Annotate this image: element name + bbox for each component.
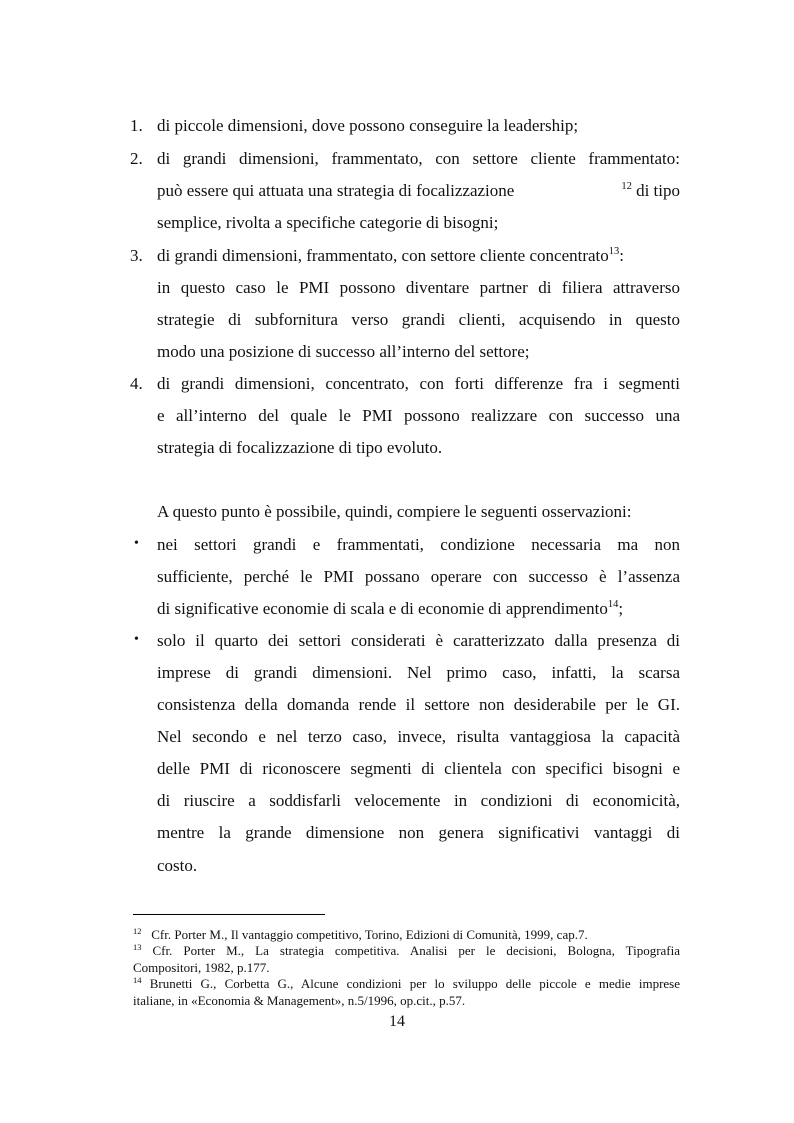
list-item-line: in questo caso le PMI possono diventare partner di filiera attraverso (157, 278, 680, 297)
bullet-item-line: consistenza della domanda rende il settore non desiderabile per le GI. (157, 695, 680, 714)
bullet-item-line: delle PMI di riconoscere segmenti di clientela con specifici bisogni e (157, 759, 680, 778)
page-number: 14 (389, 1013, 405, 1030)
bullet-item-line: sufficiente, perché le PMI possano operare con successo è l’assenza (157, 567, 680, 586)
bullet-item-line: solo il quarto dei settori considerati è caratterizzato dalla presenza di (157, 631, 680, 650)
intro-paragraph: A questo punto è possibile, quindi, compiere le seguenti osservazioni: (157, 502, 632, 521)
bullet-item-line: di riuscire a soddisfarli velocemente in condizioni di economicità, (157, 791, 680, 810)
list-item-line: semplice, rivolta a specifiche categorie di bisogni; (157, 213, 499, 232)
bullet-item-line: imprese di grandi dimensioni. Nel primo caso, infatti, la scarsa (157, 663, 680, 682)
list-item-line: di piccole dimensioni, dove possono conseguire la leadership; (157, 116, 579, 135)
bullet-item-line: di significative economie di scala e di economie di apprendimento$^{14}$; (157, 599, 624, 618)
list-item-line: strategia di focalizzazione di tipo evoluto. (157, 438, 443, 457)
list-item-line: di grandi dimensioni, frammentato, con settore cliente frammentato: (157, 149, 680, 168)
list-number: 4. (130, 374, 143, 393)
list-item-line: di grandi dimensioni, concentrato, con forti differenze fra i segmenti (157, 374, 680, 393)
footnote-13: $^{13}$ Cfr. Porter M., La strategia competitiva. Analisi per le decisioni, Bologna, Tipografia (133, 942, 681, 958)
bullet-item-line: mentre la grande dimensione non genera significativi vantaggi di (157, 823, 680, 842)
list-item-line: modo una posizione di successo all’interno del settore; (157, 342, 530, 361)
footnote-separator (133, 914, 325, 915)
list-item-line: di grandi dimensioni, frammentato, con settore cliente concentrato$^{13}$: (157, 246, 624, 265)
list-number: 1. (130, 116, 143, 135)
footnote-number: 13 (133, 942, 142, 952)
list-item-line: e all’interno del quale le PMI possono realizzare con successo una (157, 406, 680, 425)
footnote-number: 12 (133, 926, 142, 936)
footnote-ref[interactable]: 14 (607, 599, 619, 610)
list-item-line: strategie di subfornitura verso grandi clienti, acquisendo in questo (157, 310, 680, 329)
bullet-item-line: Nel secondo e nel terzo caso, invece, risulta vantaggiosa la capacità (157, 727, 680, 746)
footnote-ref[interactable]: 13 (608, 246, 620, 257)
footnote-13-cont: Compositori, 1982, p.177. (133, 960, 270, 975)
bullet-icon: • (134, 536, 139, 551)
list-item-line: può essere qui attuata una strategia di focalizzazione $^{12}$ di tipo (157, 181, 680, 200)
bullet-icon: • (134, 632, 139, 647)
list-number: 3. (130, 246, 143, 265)
footnote-ref[interactable]: 12 (621, 181, 632, 192)
footnote-12: $^{12}$ Cfr. Porter M., Il vantaggio competitivo, Torino, Edizioni di Comunità, 1999, cap.7. (133, 926, 588, 942)
bullet-item-line: costo. (157, 856, 198, 875)
list-number: 2. (130, 149, 143, 168)
footnote-14-cont: italiane, in «Economia & Management», n.5/1996, op.cit., p.57. (133, 993, 466, 1008)
footnote-number: 14 (133, 975, 142, 985)
bullet-item-line: nei settori grandi e frammentati, condizione necessaria ma non (157, 535, 680, 554)
footnote-14: $^{14}$ Brunetti G., Corbetta G., Alcune condizioni per lo sviluppo delle piccole e medie imprese (133, 975, 681, 991)
